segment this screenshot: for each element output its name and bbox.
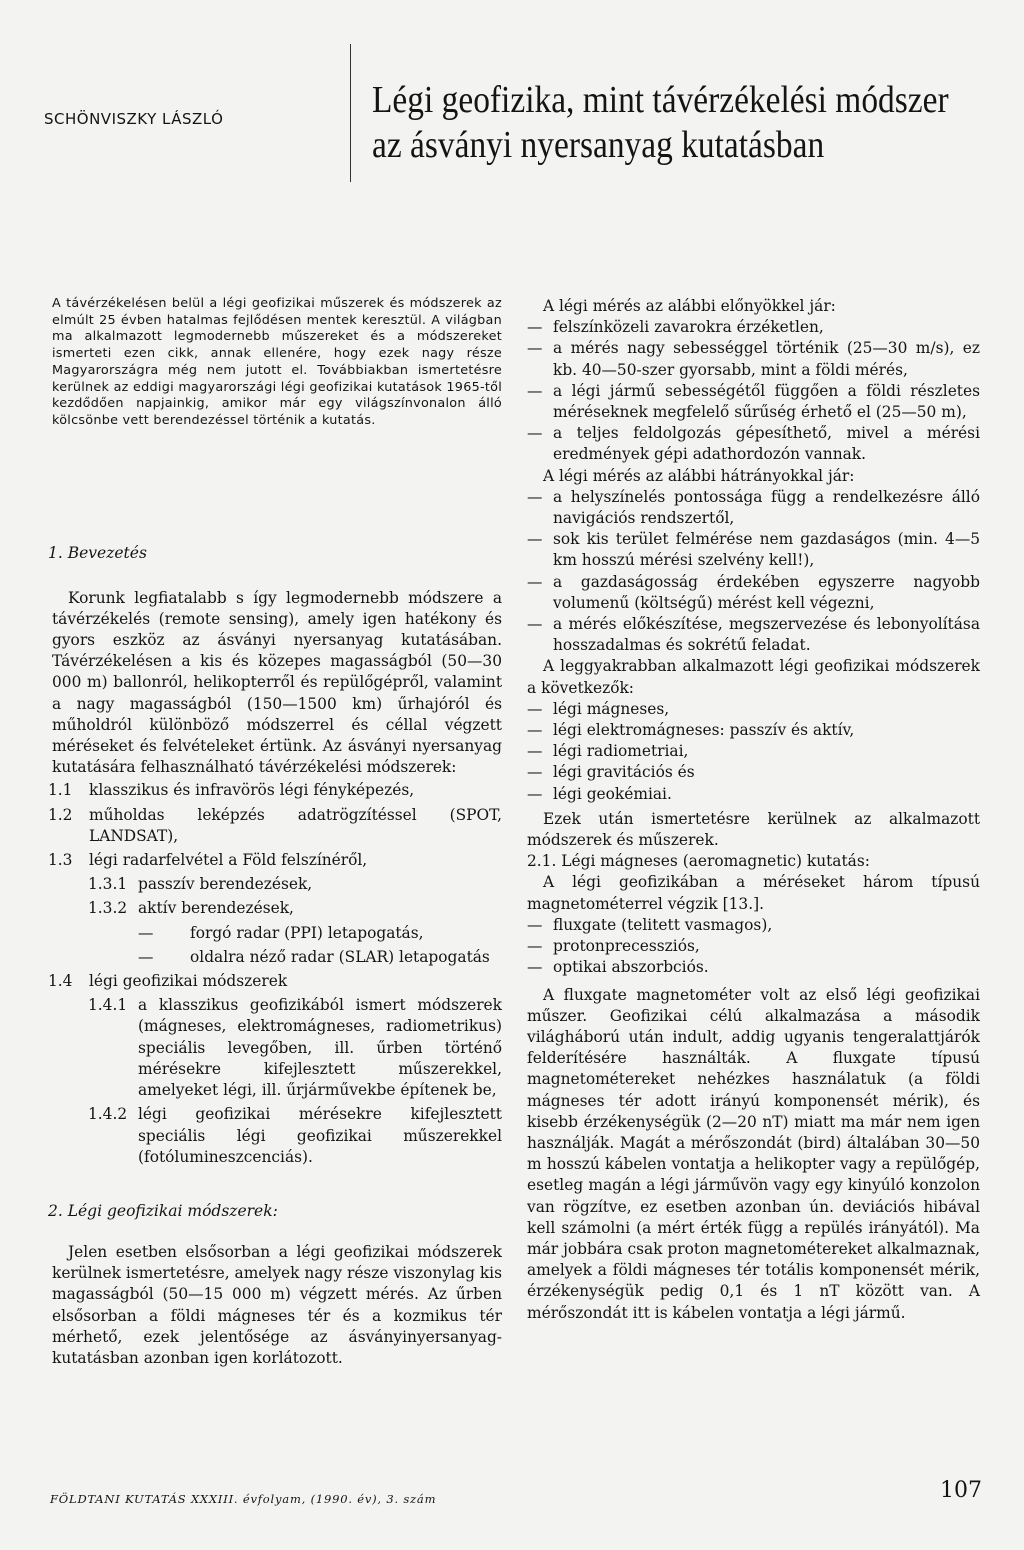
list-item: 1.1 klasszikus és infravörös légi fényképezés,	[48, 781, 415, 800]
section-2-heading: 2. Légi geofizikai módszerek:	[48, 1201, 278, 1220]
list-item: — légi elektromágneses: passzív és aktív,	[527, 721, 855, 740]
list-item: — oldalra néző radar (SLAR) letapogatás	[138, 947, 490, 966]
list-item: — légi geokémiai.	[527, 784, 672, 803]
list-item: — fluxgate (telitett vasmagos),	[527, 915, 773, 934]
page-number: 107	[940, 1478, 982, 1503]
method-list	[48, 780, 502, 1167]
advantages-intro: A légi mérés az alábbi előnyökkel jár:	[543, 297, 836, 315]
section-1-heading: 1. Bevezetés	[48, 543, 147, 562]
list-item: 1.2 műholdas leképzés adatrögzítéssel (SPOT, LANDSAT),	[48, 805, 502, 845]
disadvantages-intro: A légi mérés az alábbi hátrányokkal jár:	[543, 466, 855, 485]
list-item: — optikai abszorbciós.	[527, 958, 709, 977]
advantages-list	[527, 317, 980, 465]
title-divider	[350, 44, 351, 182]
list-item: — sok kis terület felmérése nem gazdaságos (min. 4—5 km hosszú mérési szelvény kell!),	[527, 530, 980, 570]
section-1-paragraph: Korunk legfiatalabb s így legmodernebb módszere a távérzékelés (remote sensing), amely igen hatékony és gyors eszköz az ásványi nyersanyag kutatásában. Távérzékelésen a kis és közepes magasságból (50—30 000 m) ballonról, helikopterről és repülőgépről, valamint a nagy magasságból (150—1500 km) űrhajóról és műholdról különböző módszerrel és céllal végzett méréseket és felvételeket értünk. Az ásványi nyersanyag kutatására felhasználható távérzékelési módszerek:	[52, 588, 502, 777]
list-item: — felszínközeli zavarokra érzéketlen,	[527, 318, 824, 337]
list-item: — a gazdaságosság érdekében egyszerre nagyobb volumenű (költségű) mérést kell végezni,	[527, 572, 980, 612]
magnetometer-list	[527, 915, 980, 979]
list-item: — a mérés előkészítése, megszervezése és lebonyolítása hosszadalmas és sokrétű feladat.	[527, 615, 980, 655]
list-item: 1.4.1 a klasszikus geofizikából ismert módszerek (mágneses, elektromágneses, radiometrikus) speciális levegőben, ill. űrben történő mérésekre kifejlesztett műszerekkel, amelyeket légi, ill. űrjárművekbe építenek be,	[88, 996, 502, 1100]
methods-intro: A leggyakrabban alkalmazott légi geofizikai módszerek a következők:	[527, 657, 980, 697]
section-2-paragraph: Jelen esetben elsősorban a légi geofizikai módszerek kerülnek ismertetésre, amelyek nagy része viszonylag kis magasságból (50—15 000 m) végzett mérés. Az űrben elsősorban a földi mágneses tér és a kozmikus tér mérhető, ezek jelentősége az ásványinyersanyag-kutatásban azonban igen korlátozott.	[52, 1242, 502, 1367]
list-item: — a mérés nagy sebességgel történik (25—30 m/s), ez kb. 40—50-szer gyorsabb, mint a földi mérés,	[527, 339, 980, 379]
list-item: — forgó radar (PPI) letapogatás,	[138, 923, 424, 942]
list-item: 1.3.1 passzív berendezések,	[88, 875, 313, 894]
list-item: 1.3 légi radarfelvétel a Föld felszínéről,	[48, 851, 368, 870]
list-item: 1.4.2 légi geofizikai mérésekre kifejlesztett speciális légi geofizikai műszerekkel (fotólumineszcenciás).	[88, 1105, 502, 1166]
list-item: 1.3.2 aktív berendezések,	[88, 899, 294, 918]
left-column	[48, 296, 502, 1369]
list-item: — légi mágneses,	[527, 699, 670, 718]
abstract: A távérzékelésen belül a légi geofizikai műszerek és módszerek az elmúlt 25 évben hatalmas fejlődésen mentek keresztül. A világban ma alkalmazott legmodernebb műszereket és a módszereket ismerteti ezen cikk, annak ellenére, hogy ezek nagy része Magyarországra még nem jutott el. Továbbiakban ismertetésre kerülnek az eddigi magyarországi légi geofizikai kutatások 1965-től kezdődően napjainkig, amikor már egy világszínvonalon álló kölcsönbe vett berendezéssel történik a kutatás.	[52, 296, 502, 428]
title-line-2: az ásványi nyersanyag kutatásban	[372, 124, 825, 166]
methods-list	[527, 699, 980, 805]
list-item: — a légi jármű sebességétől függően a földi részletes méréseknek megfelelő sűrűség érhető el (25—50 m),	[527, 381, 980, 422]
right-column	[527, 296, 980, 1324]
list-item: — légi radiometriai,	[527, 742, 689, 761]
subsection-heading: 2.1. Légi mágneses (aeromagnetic) kutatás:	[527, 852, 870, 871]
list-item: — protonprecessziós,	[527, 937, 700, 956]
journal-footer: FÖLDTANI KUTATÁS XXXIII. évfolyam, (1990. év), 3. szám	[50, 1492, 437, 1506]
list-item: — légi gravitációs és	[527, 763, 695, 782]
list-item: — a teljes feldolgozás gépesíthető, mivel a mérési eredmények gépi adathordozón vannak.	[527, 424, 980, 464]
article-title	[372, 78, 949, 168]
list-item: 1.4 légi geofizikai módszerek	[48, 972, 288, 991]
fluxgate-paragraph: A fluxgate magnetométer volt az első légi geofizikai műszer. Geofizikai célú alkalmazása a második világháború után indult, addig ugyanis tengeralattjárók felderítésére használták. A fluxgate típusú magnetométereket nehézkes használatuk (a földi mágneses tér adott irányú komponensét mérik), és kisebb érzékenységük (2—20 nT) miatt ma már nem igen használják. Magát a mérőszondát (bird) általában 30—50 m hosszú kábelen vontatja a helikopter vagy a repülőgép, esetleg magán a légi járművön vagy egy kinyúló konzolon van rögzítve, ez esetben azonban ún. deviációs hibával kell számolni (a mért érték függ a repülés irányától). Ma már jobbára csak proton magnetométereket alkalmaznak, amelyek a földi mágneses tér totális komponensét mérik, érzékenységük pedig 0,1 és 1 nT között van. A mérőszondát itt is kábelen vontatja a légi jármű.	[527, 985, 980, 1322]
after-methods-paragraph: Ezek után ismertetésre kerülnek az alkalmazott módszerek és műszerek.	[527, 809, 980, 850]
disadvantages-list	[527, 487, 980, 657]
magnetometer-intro: A légi geofizikában a méréseket három típusú magnetométerrel végzik [13.].	[527, 873, 980, 913]
title-line-1: Légi geofizika, mint távérzékelési módszer	[372, 79, 949, 121]
list-item: — a helyszínelés pontossága függ a rendelkezésre álló navigációs rendszertől,	[527, 487, 980, 528]
author-name: SCHÖNVISZKY LÁSZLÓ	[44, 110, 224, 128]
